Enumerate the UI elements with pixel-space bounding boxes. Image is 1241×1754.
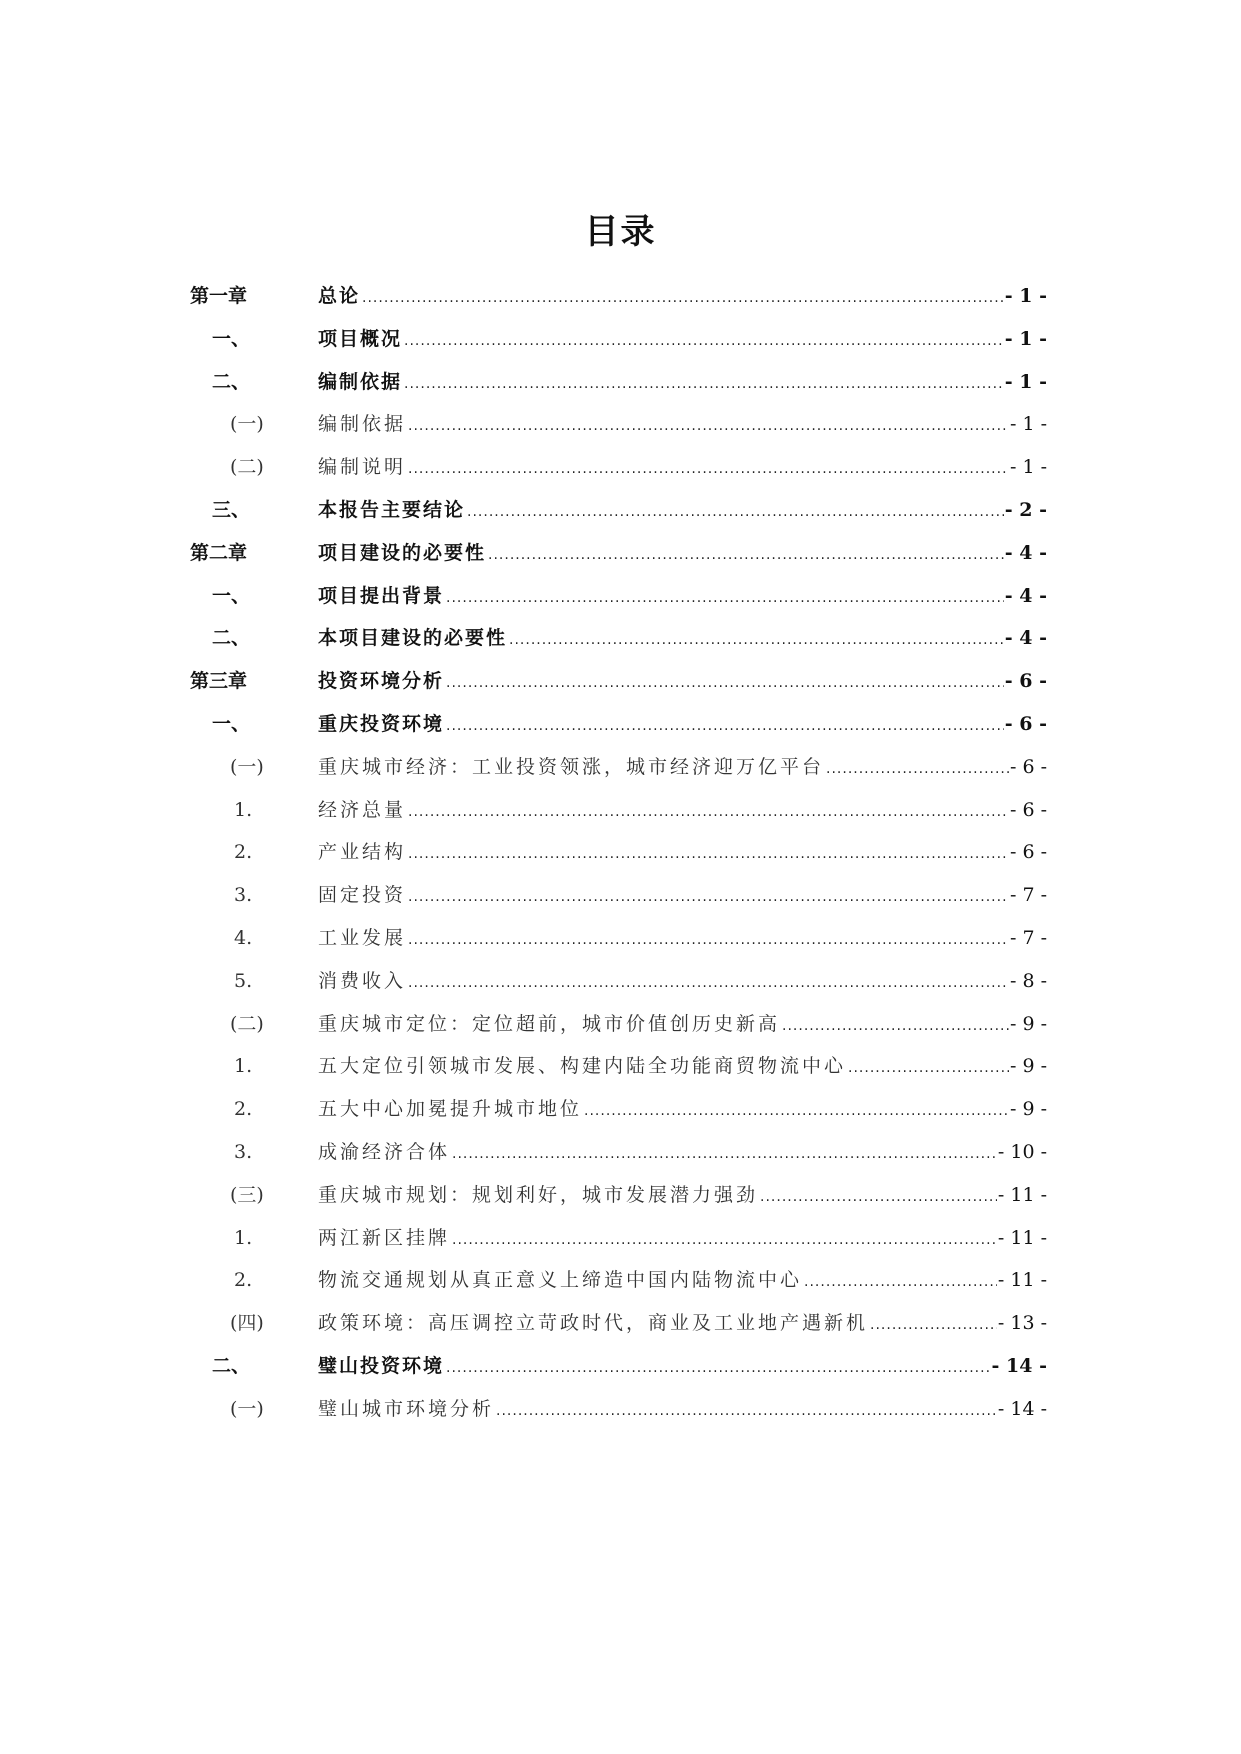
toc-entry-label: 政策环境：高压调控立苛政时代，商业及工业地产遇新机	[318, 1312, 869, 1335]
toc-entry-leader	[318, 1220, 1047, 1256]
toc-entry-page: - 6 -	[1004, 713, 1047, 735]
toc-entry-number: (一)	[230, 1397, 264, 1420]
toc-dot-leader	[408, 965, 1009, 1001]
toc-entry-number: 二、	[212, 370, 251, 393]
toc-entry-page: - 11 -	[997, 1183, 1047, 1206]
toc-dot-leader	[870, 1307, 997, 1343]
toc-entry-number: (一)	[230, 413, 264, 436]
toc-entry-leader	[318, 1348, 1047, 1384]
toc-entry[interactable]	[0, 1348, 1241, 1384]
toc-entry-leader	[318, 1048, 1047, 1084]
toc-entry-label: 固定投资	[318, 884, 407, 907]
toc-dot-leader	[760, 1179, 997, 1215]
toc-entry-page: - 1 -	[1004, 370, 1047, 393]
toc-dot-leader	[408, 408, 1009, 444]
toc-dot-leader	[488, 537, 1004, 573]
toc-dot-leader	[584, 1093, 1009, 1129]
toc-entry[interactable]	[0, 1305, 1241, 1341]
toc-dot-leader	[496, 1393, 997, 1429]
toc-entry-label: 产业结构	[318, 841, 407, 864]
toc-entry-leader	[318, 663, 1047, 699]
toc-entry-leader	[318, 1262, 1047, 1298]
toc-dot-leader	[408, 794, 1009, 830]
toc-entry-label: 经济总量	[318, 798, 407, 821]
toc-entry-leader	[318, 364, 1047, 400]
toc-entry[interactable]	[0, 578, 1241, 614]
toc-entry-number: 1.	[234, 1055, 253, 1078]
toc-entry-label: 重庆城市经济：工业投资领涨，城市经济迎万亿平台	[318, 755, 825, 778]
toc-entry-leader	[318, 963, 1047, 999]
toc-entry-leader	[318, 449, 1047, 485]
toc-entry-label: 工业发展	[318, 927, 407, 949]
toc-entry-leader	[318, 1177, 1047, 1213]
toc-entry[interactable]	[0, 406, 1241, 442]
toc-entry-number: (一)	[230, 755, 264, 778]
toc-entry-label: 璧山城市环境分析	[318, 1397, 495, 1420]
toc-entry-number: (三)	[230, 1183, 264, 1206]
toc-entry[interactable]	[0, 1262, 1241, 1298]
toc-entry[interactable]	[0, 321, 1241, 357]
toc-entry-page: - 7 -	[1009, 884, 1047, 907]
toc-entry-page: - 10 -	[997, 1141, 1047, 1163]
toc-entry-page: - 4 -	[1004, 627, 1047, 650]
toc-entry-label: 项目概况	[318, 327, 403, 350]
toc-entry-number: 二、	[212, 627, 251, 650]
toc-entry[interactable]	[0, 749, 1241, 785]
toc-entry-label: 投资环境分析	[318, 670, 445, 693]
toc-entry-leader	[318, 877, 1047, 913]
toc-entry-number: 1.	[234, 798, 253, 821]
toc-dot-leader	[509, 622, 1004, 658]
toc-entry-page: - 6 -	[1004, 670, 1047, 693]
toc-entry-label: 璧山投资环境	[318, 1355, 445, 1377]
toc-entry-label: 项目建设的必要性	[318, 541, 487, 564]
toc-entry-number: 3.	[234, 1141, 253, 1163]
toc-entry-leader	[318, 321, 1047, 357]
toc-entry[interactable]	[0, 834, 1241, 870]
toc-dot-leader	[408, 451, 1009, 487]
toc-entry-number: 第一章	[190, 285, 248, 307]
toc-dot-leader	[408, 879, 1009, 915]
toc-entry-leader	[318, 620, 1047, 656]
toc-dot-leader	[446, 708, 1004, 744]
toc-entry-number: 一、	[212, 584, 251, 607]
toc-dot-leader	[446, 665, 1004, 701]
toc-entry[interactable]	[0, 278, 1241, 314]
toc-dot-leader	[408, 836, 1009, 872]
toc-entry-leader	[318, 834, 1047, 870]
toc-entry-leader	[318, 792, 1047, 828]
toc-entry-leader	[318, 1134, 1047, 1170]
toc-entry-leader	[318, 1091, 1047, 1127]
toc-entry[interactable]	[0, 1006, 1241, 1042]
toc-dot-leader	[848, 1050, 1009, 1086]
toc-entry[interactable]	[0, 449, 1241, 485]
toc-entry-number: (二)	[230, 456, 264, 479]
toc-entry[interactable]	[0, 1177, 1241, 1213]
toc-entry-leader	[318, 492, 1047, 528]
toc-dot-leader	[446, 1350, 991, 1386]
toc-dot-leader	[452, 1222, 997, 1258]
toc-entry-number: 三、	[212, 499, 251, 521]
toc-dot-leader	[362, 280, 1004, 316]
toc-entry-label: 重庆城市规划：规划利好，城市发展潜力强劲	[318, 1183, 759, 1206]
toc-entry-number: 第二章	[190, 541, 248, 564]
toc-entry[interactable]	[0, 1048, 1241, 1084]
toc-entry-label: 五大中心加冕提升城市地位	[318, 1098, 583, 1121]
toc-dot-leader	[404, 366, 1004, 402]
toc-entry-leader	[318, 406, 1047, 442]
toc-entry[interactable]	[0, 877, 1241, 913]
toc-entry-number: 4.	[234, 927, 253, 949]
toc-entry-number: 3.	[234, 884, 253, 907]
toc-entry-number: 2.	[234, 1269, 253, 1292]
toc-entry-page: - 14 -	[997, 1397, 1047, 1420]
toc-entry-label: 物流交通规划从真正意义上缔造中国内陆物流中心	[318, 1269, 803, 1292]
toc-entry-label: 消费收入	[318, 969, 407, 992]
toc-entry-page: - 13 -	[997, 1312, 1047, 1335]
toc-entry[interactable]	[0, 1091, 1241, 1127]
toc-entry-number: 二、	[212, 1355, 251, 1377]
toc-entry-number: (四)	[230, 1312, 264, 1335]
toc-entry-number: 2.	[234, 1098, 253, 1121]
toc-entry-leader	[318, 1305, 1047, 1341]
toc-dot-leader	[404, 323, 1004, 359]
toc-entry-leader	[318, 920, 1047, 956]
toc-entry[interactable]	[0, 535, 1241, 571]
toc-entry-label: 编制说明	[318, 456, 407, 479]
toc-entry-page: - 4 -	[1004, 541, 1047, 564]
toc-entry-label: 两江新区挂牌	[318, 1226, 451, 1249]
toc-entry-label: 成渝经济合体	[318, 1141, 451, 1163]
toc-entry-page: - 4 -	[1004, 584, 1047, 607]
toc-entry-label: 重庆城市定位：定位超前，城市价值创历史新高	[318, 1012, 781, 1035]
toc-entry-page: - 11 -	[997, 1226, 1047, 1249]
toc-entry[interactable]	[0, 706, 1241, 742]
toc-entry[interactable]	[0, 920, 1241, 956]
toc-entry-page: - 9 -	[1009, 1055, 1047, 1078]
toc-entry-page: - 9 -	[1009, 1012, 1047, 1035]
toc-entry[interactable]	[0, 364, 1241, 400]
toc-entry[interactable]	[0, 1134, 1241, 1170]
toc-entry-page: - 9 -	[1009, 1098, 1047, 1121]
toc-entry-page: - 1 -	[1009, 413, 1047, 436]
toc-entry-label: 重庆投资环境	[318, 713, 445, 735]
toc-entry-page: - 1 -	[1004, 327, 1047, 350]
toc-entry-number: 2.	[234, 841, 253, 864]
toc-entry-number: 1.	[234, 1226, 253, 1249]
toc-entry-page: - 11 -	[997, 1269, 1047, 1292]
toc-dot-leader	[804, 1264, 997, 1300]
toc-entry-leader	[318, 278, 1047, 314]
toc-entry-number: (二)	[230, 1012, 264, 1035]
toc-entry-page: - 1 -	[1009, 456, 1047, 479]
toc-entry-leader	[318, 1006, 1047, 1042]
toc-entry-label: 编制依据	[318, 370, 403, 393]
toc-entry-number: 一、	[212, 327, 251, 350]
toc-entry[interactable]	[0, 1391, 1241, 1427]
toc-dot-leader	[467, 494, 1004, 530]
toc-entry-page: - 6 -	[1009, 755, 1047, 778]
toc-entry-leader	[318, 706, 1047, 742]
toc-entry-label: 编制依据	[318, 413, 407, 436]
toc-entry-leader	[318, 749, 1047, 785]
toc-entry-page: - 2 -	[1004, 499, 1047, 521]
toc-entry[interactable]	[0, 1220, 1241, 1256]
toc-entry-leader	[318, 578, 1047, 614]
toc-dot-leader	[408, 922, 1009, 958]
page-title: 目录	[584, 212, 657, 252]
toc-entry-page: - 6 -	[1009, 798, 1047, 821]
toc-dot-leader	[446, 580, 1004, 616]
toc-dot-leader	[782, 1008, 1009, 1044]
toc-entry-page: - 7 -	[1009, 927, 1047, 949]
toc-entry-label: 本报告主要结论	[318, 499, 466, 521]
toc-entry-label: 项目提出背景	[318, 584, 445, 607]
toc-entry-page: - 8 -	[1009, 969, 1047, 992]
toc-entry-number: 一、	[212, 713, 251, 735]
toc-entry[interactable]	[0, 492, 1241, 528]
toc-entry[interactable]	[0, 620, 1241, 656]
toc-dot-leader	[452, 1136, 997, 1172]
toc-entry-leader	[318, 535, 1047, 571]
toc-entry-label: 总论	[318, 285, 361, 307]
toc-entry-page: - 6 -	[1009, 841, 1047, 864]
toc-entry-page: - 14 -	[991, 1355, 1047, 1377]
toc-entry-label: 五大定位引领城市发展、构建内陆全功能商贸物流中心	[318, 1055, 847, 1078]
toc-entry-number: 第三章	[190, 670, 248, 693]
toc-entry[interactable]	[0, 963, 1241, 999]
toc-entry[interactable]	[0, 792, 1241, 828]
toc-entry-leader	[318, 1391, 1047, 1427]
toc-entry-label: 本项目建设的必要性	[318, 627, 508, 650]
toc-dot-leader	[826, 751, 1009, 787]
toc-entry-page: - 1 -	[1004, 285, 1047, 307]
toc-entry[interactable]	[0, 663, 1241, 699]
toc-entry-number: 5.	[234, 969, 253, 992]
